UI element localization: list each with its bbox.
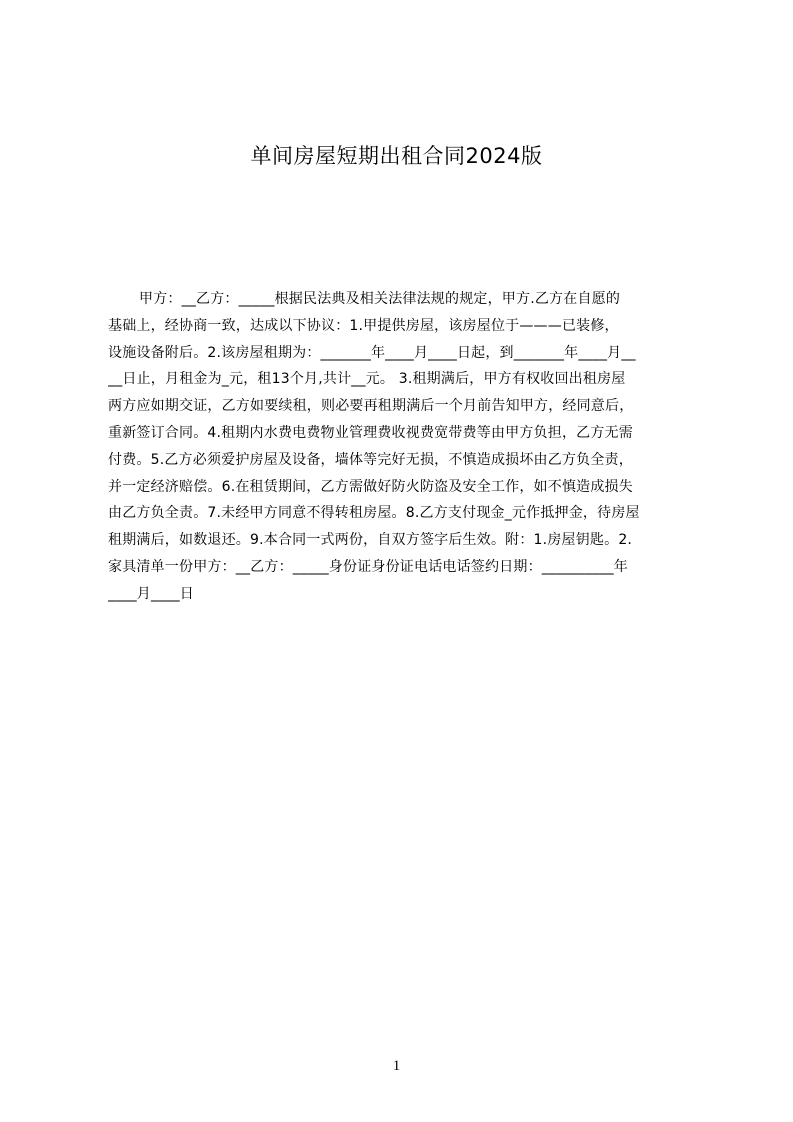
body-line: 重新签订合同。4.租期内水费电费物业管理费收视费宽带费等由甲方负担，乙方无需 xyxy=(108,424,633,441)
body-line: 付费。5.乙方必须爱护房屋及设备，墙体等完好无损，不慎造成损坏由乙方负全责， xyxy=(108,451,633,468)
page-number: 1 xyxy=(392,1058,401,1074)
body-line: __日止，月租金为_元，租13个月,共计__元。 3.租期满后，甲方有权收回出租房屋 xyxy=(108,371,626,388)
body-line: 租期满后，如数退还。9.本合同一式两份，自双方签字后生效。附：1.房屋钥匙。2. xyxy=(108,532,633,549)
body-line: 并一定经济赔偿。6.在租赁期间，乙方需做好防火防盗及安全工作，如不慎造成损失 xyxy=(108,478,633,495)
contract-body xyxy=(108,286,698,608)
document-title: 单间房屋短期出租合同2024版 xyxy=(250,144,543,168)
body-line: ____月____日 xyxy=(108,585,194,602)
body-line: 家具清单一份甲方：__乙方：_____身份证身份证电话电话签约日期：__________年 xyxy=(108,558,628,575)
body-line: 设施设备附后。2.该房屋租期为：_______年____月____日起，到_______年____月__ xyxy=(108,344,636,361)
body-line: 基础上，经协商一致，达成以下协议：1.甲提供房屋，该房屋位于———已装修， xyxy=(108,317,619,334)
body-line: 两方应如期交证，乙方如要续租，则必要再租期满后一个月前告知甲方，经同意后， xyxy=(108,398,634,415)
body-line: 由乙方负全责。7.未经甲方同意不得转租房屋。8.乙方支付现金_元作抵押金，待房屋 xyxy=(108,505,640,522)
body-line: 甲方：__乙方：_____根据民法典及相关法律法规的规定，甲方.乙方在自愿的 xyxy=(139,291,621,307)
